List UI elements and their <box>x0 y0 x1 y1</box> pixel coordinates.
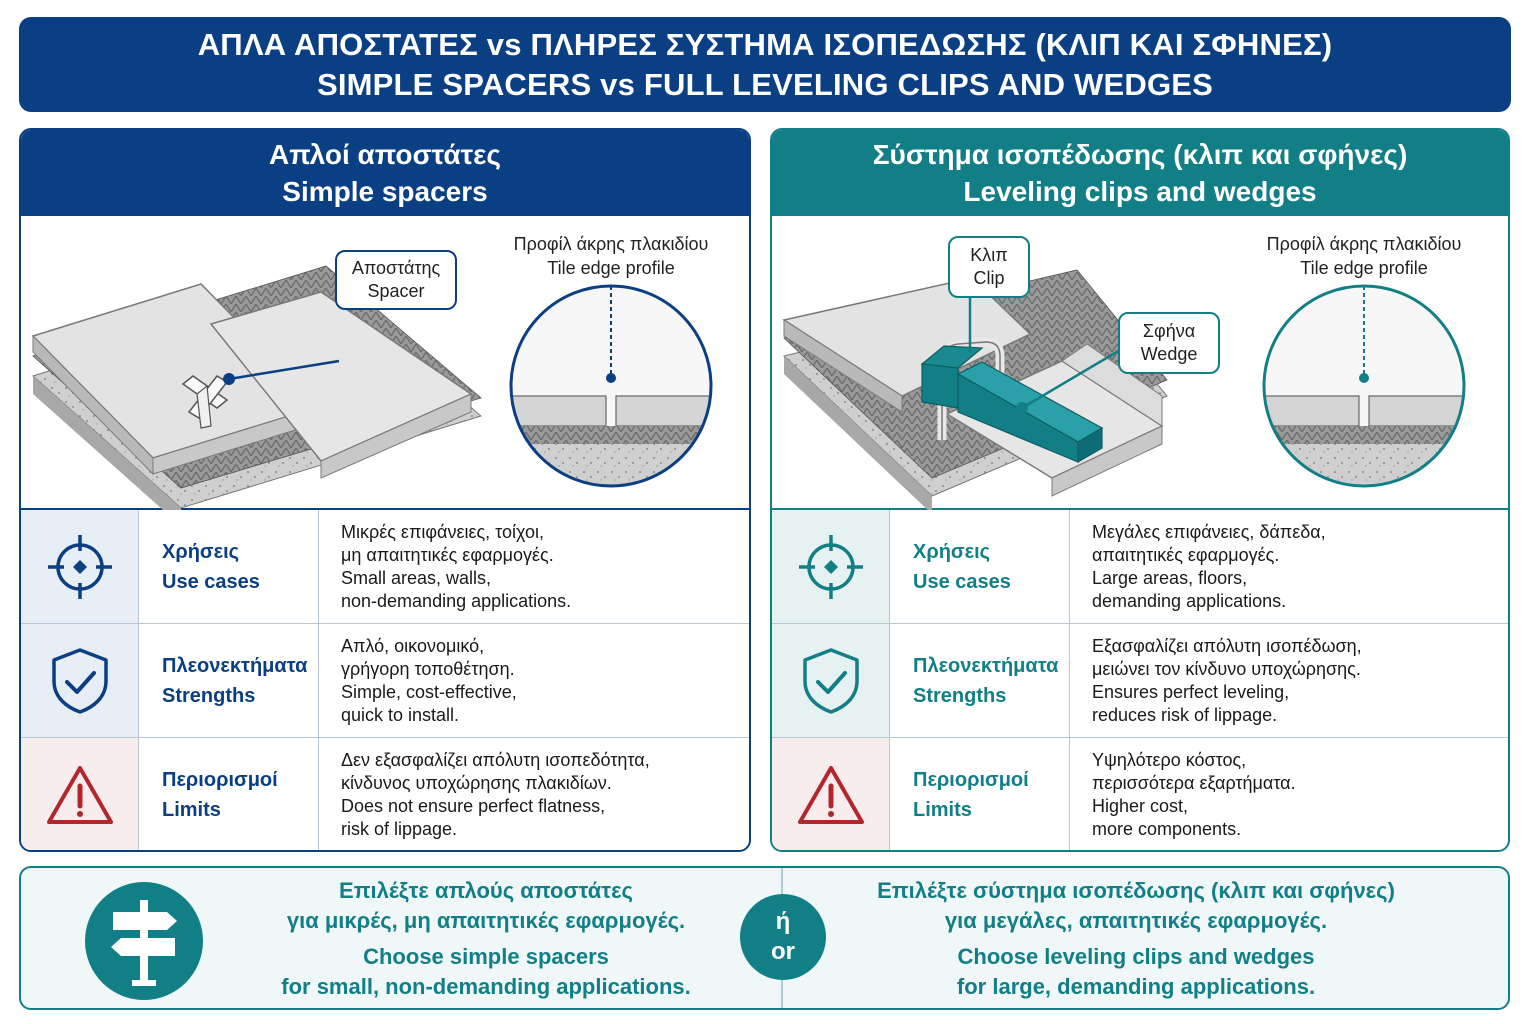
row-text <box>1070 624 1508 737</box>
profile-label-greek: Προφίλ άκρης πλακιδίου <box>1266 234 1462 254</box>
recommendation-line: Choose leveling clips and wedges <box>957 944 1315 969</box>
title-english: SIMPLE SPACERS vs FULL LEVELING CLIPS AND WEDGES <box>316 66 1214 102</box>
panel-title-greek: Σύστημα ισοπέδωσης (κλιπ και σφήνες) <box>872 139 1408 170</box>
text-line: Ensures perfect leveling, <box>1092 681 1290 702</box>
text-line: Εξασφαλίζει απόλυτη ισοπέδωση, <box>1092 635 1362 656</box>
label-english: Strengths <box>913 684 1007 707</box>
label-greek: Περιορισμοί <box>162 769 278 791</box>
callout-greek: Αποστάτης <box>351 258 441 278</box>
label-greek: Περιορισμοί <box>913 769 1029 791</box>
text-line: quick to install. <box>341 704 460 725</box>
recommendation-line: για μικρές, μη απαιτητικές εφαρμογές. <box>286 908 686 933</box>
recommendation-footer <box>19 866 1510 1010</box>
text-line: Υψηλότερο κόστος, <box>1092 750 1247 770</box>
tile-edge-profile-circle <box>501 276 726 504</box>
text-line: μη απαιτητικές εφαρμογές. <box>341 544 554 565</box>
row-text <box>1070 510 1508 623</box>
shield-check-icon <box>772 624 890 737</box>
or-greek: ή <box>775 908 791 935</box>
recommendation-line: for large, demanding applications. <box>956 974 1316 999</box>
recommendation-line: Επιλέξτε απλούς αποστάτες <box>339 878 633 903</box>
recommendation-leveling <box>821 876 1451 1002</box>
row-label <box>139 624 319 737</box>
warning-icon <box>21 738 139 852</box>
panel-header <box>772 130 1508 216</box>
row-label <box>890 510 1070 623</box>
callout-english: Clip <box>973 268 1005 288</box>
text-line: Higher cost, <box>1092 796 1189 816</box>
label-greek: Πλεονεκτήματα <box>913 654 1059 677</box>
recommendation-line: for small, non-demanding applications. <box>281 974 691 999</box>
profile-label-greek: Προφίλ άκρης πλακιδίου <box>513 234 709 254</box>
row-strengths <box>772 624 1508 738</box>
panel-title-english: Leveling clips and wedges <box>963 176 1317 207</box>
or-badge <box>740 894 826 980</box>
row-text <box>1070 738 1508 852</box>
text-line: reduces risk of lippage. <box>1092 704 1278 725</box>
shield-check-icon <box>21 624 139 737</box>
label-greek: Χρήσεις <box>162 540 240 563</box>
text-line: γρήγορη τοποθέτηση. <box>341 658 515 679</box>
warning-icon <box>772 738 890 852</box>
text-line: Απλό, οικονομικό, <box>341 635 485 656</box>
callout-english: Spacer <box>367 281 425 301</box>
text-line: περισσότερα εξαρτήματα. <box>1092 773 1296 793</box>
recommendation-line: Choose simple spacers <box>363 944 609 969</box>
text-line: Μικρές επιφάνειες, τοίχοι, <box>341 521 545 542</box>
profile-label <box>1244 232 1484 280</box>
row-label <box>890 738 1070 852</box>
recommendation-line: Επιλέξτε σύστημα ισοπέδωσης (κλιπ και σφήνες) <box>877 878 1395 903</box>
wedge-callout <box>1118 312 1220 374</box>
label-greek: Πλεονεκτήματα <box>162 654 308 677</box>
row-limits <box>21 738 749 852</box>
label-english: Use cases <box>162 570 260 593</box>
label-english: Use cases <box>913 570 1011 593</box>
simple-spacers-panel <box>19 128 751 852</box>
text-line: Δεν εξασφαλίζει απόλυτη ισοπεδότητα, <box>341 750 650 770</box>
recommendation-line: για μεγάλες, απαιτητικές εφαρμογές. <box>944 908 1328 933</box>
text-line: κίνδυνος υποχώρησης πλακιδίων. <box>341 773 612 793</box>
text-line: απαιτητικές εφαρμογές. <box>1092 544 1280 565</box>
text-line: μειώνει τον κίνδυνο υποχώρησης. <box>1092 658 1361 679</box>
callout-greek: Κλιπ <box>970 245 1008 265</box>
target-icon <box>772 510 890 623</box>
label-english: Strengths <box>162 684 256 707</box>
target-icon <box>21 510 139 623</box>
text-line: demanding applications. <box>1092 590 1287 611</box>
row-limits <box>772 738 1508 852</box>
row-text <box>319 738 749 852</box>
spacer-illustration <box>21 216 749 510</box>
spacer-callout <box>335 250 457 310</box>
text-line: risk of lippage. <box>341 819 458 839</box>
title-greek: ΑΠΛΑ ΑΠΟΣΤΑΤΕΣ vs ΠΛΗΡΕΣ ΣΥΣΤΗΜΑ ΙΣΟΠΕΔΩΣΗΣ (ΚΛΙΠ ΚΑΙ ΣΦΗΝΕΣ) <box>197 26 1333 62</box>
text-line: Simple, cost-effective, <box>341 681 517 702</box>
text-line: Does not ensure perfect flatness, <box>341 796 606 816</box>
profile-label-english: Tile edge profile <box>547 258 675 278</box>
row-label <box>139 738 319 852</box>
text-line: non-demanding applications. <box>341 590 572 611</box>
or-english: or <box>771 938 795 965</box>
row-strengths <box>21 624 749 738</box>
row-text <box>319 510 749 623</box>
callout-greek: Σφήνα <box>1142 321 1196 341</box>
row-use-cases <box>772 510 1508 624</box>
row-text <box>319 624 749 737</box>
tile-edge-profile-circle <box>1254 276 1479 504</box>
recommendation-simple <box>241 876 731 1002</box>
label-english: Limits <box>162 799 221 821</box>
panel-header <box>21 130 749 216</box>
profile-label <box>491 232 731 280</box>
callout-english: Wedge <box>1140 344 1198 364</box>
leveling-system-panel <box>770 128 1510 852</box>
title-banner <box>19 17 1511 112</box>
clip-callout <box>948 236 1030 298</box>
row-use-cases <box>21 510 749 624</box>
row-label <box>139 510 319 623</box>
comparison-rows <box>21 510 749 850</box>
text-line: more components. <box>1092 819 1242 839</box>
label-english: Limits <box>913 799 972 821</box>
comparison-rows <box>772 510 1508 850</box>
profile-label-english: Tile edge profile <box>1300 258 1428 278</box>
signpost-icon <box>85 882 203 1000</box>
panel-title-greek: Απλοί αποστάτες <box>269 139 501 170</box>
text-line: Small areas, walls, <box>341 567 492 588</box>
text-line: Large areas, floors, <box>1092 567 1248 588</box>
panel-title-english: Simple spacers <box>282 176 488 207</box>
text-line: Μεγάλες επιφάνειες, δάπεδα, <box>1092 521 1326 542</box>
leveling-illustration <box>772 216 1508 510</box>
row-label <box>890 624 1070 737</box>
label-greek: Χρήσεις <box>913 540 991 563</box>
